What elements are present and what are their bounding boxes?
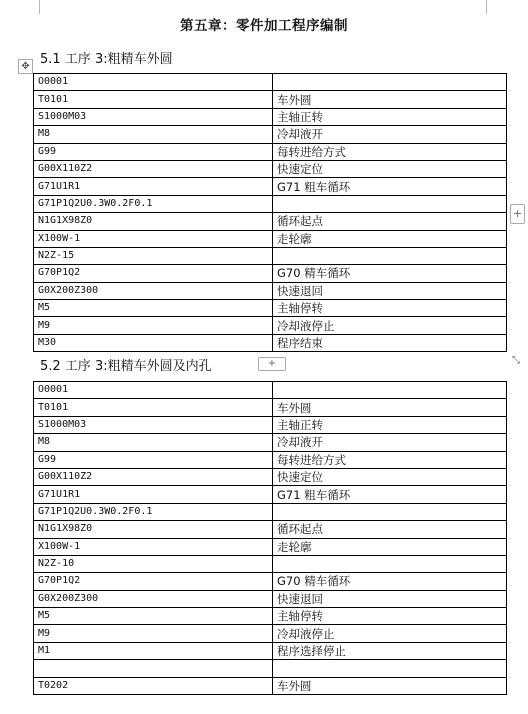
description-cell[interactable]: 主轴正转 [273,416,507,433]
table-row [34,660,507,677]
gcode-cell[interactable]: G00X110Z2 [34,160,273,177]
table-row [34,677,507,694]
description-cell[interactable]: 冷却液开 [273,126,507,143]
chapter-title: 第五章：零件加工程序编制 [180,18,348,34]
table-row [34,178,507,195]
gcode-cell[interactable]: G00X110Z2 [34,468,273,485]
page-corner-mark-left [38,0,40,14]
description-cell[interactable] [273,503,507,520]
description-cell[interactable]: G70 精车循环 [273,573,507,590]
gcode-cell[interactable]: T0202 [34,677,273,694]
description-cell[interactable]: 车外圆 [273,91,507,108]
table-row [34,451,507,468]
table-row [34,160,507,177]
description-cell[interactable]: G71 粗车循环 [273,178,507,195]
description-cell[interactable]: 循环起点 [273,213,507,230]
table-row [34,642,507,659]
gcode-cell[interactable]: N2Z-15 [34,247,273,264]
gcode-cell[interactable]: O0001 [34,382,273,399]
description-cell[interactable]: 程序结束 [273,334,507,351]
description-cell[interactable] [273,195,507,212]
gcode-cell[interactable]: G70P1Q2 [34,265,273,282]
add-column-button[interactable] [510,204,525,224]
program-table-2 [33,381,507,695]
gcode-cell[interactable]: G0X200Z300 [34,282,273,299]
table-move-handle[interactable] [18,59,33,74]
table-row [34,74,507,91]
table-row [34,143,507,160]
gcode-cell[interactable]: S1000M03 [34,416,273,433]
gcode-cell[interactable]: M9 [34,625,273,642]
section-heading-2: 5.2 工序 3:粗精车外圆及内孔 [40,359,212,374]
description-cell[interactable]: 快速定位 [273,160,507,177]
table-row [34,521,507,538]
resize-diagonal-icon: ⤡ [512,355,520,366]
description-cell[interactable] [273,382,507,399]
gcode-cell[interactable]: M5 [34,608,273,625]
table-row [34,503,507,520]
gcode-cell[interactable]: N1G1X98Z0 [34,521,273,538]
table-row [34,265,507,282]
add-row-button[interactable] [258,357,286,371]
description-cell[interactable]: 走轮廓 [273,230,507,247]
gcode-cell[interactable]: M8 [34,434,273,451]
gcode-cell[interactable]: G71P1Q2U0.3W0.2F0.1 [34,503,273,520]
gcode-cell[interactable]: G71U1R1 [34,178,273,195]
page-corner-mark-right [486,0,488,14]
description-cell[interactable]: 快速定位 [273,468,507,485]
gcode-cell[interactable]: S1000M03 [34,108,273,125]
move-arrows-icon: ✥ [21,61,30,72]
table-row [34,126,507,143]
table-row [34,608,507,625]
table-row [34,590,507,607]
description-cell[interactable]: 快速退回 [273,590,507,607]
gcode-cell[interactable]: M5 [34,300,273,317]
gcode-cell[interactable]: O0001 [34,74,273,91]
section-heading-1: 5.1 工序 3:粗精车外圆 [40,52,173,67]
gcode-cell[interactable]: M9 [34,317,273,334]
description-cell[interactable]: 主轴停转 [273,608,507,625]
gcode-cell[interactable]: T0101 [34,399,273,416]
description-cell[interactable]: 程序选择停止 [273,642,507,659]
description-cell[interactable]: G70 精车循环 [273,265,507,282]
gcode-cell[interactable]: T0101 [34,91,273,108]
table-row [34,108,507,125]
description-cell[interactable]: 车外圆 [273,399,507,416]
gcode-cell[interactable]: X100W-1 [34,230,273,247]
description-cell[interactable]: 每转进给方式 [273,451,507,468]
table-row [34,486,507,503]
table-row [34,247,507,264]
gcode-cell[interactable]: G70P1Q2 [34,573,273,590]
program-table-1 [33,73,507,352]
description-cell[interactable]: 每转进给方式 [273,143,507,160]
plus-icon: + [512,207,523,220]
table-row [34,399,507,416]
gcode-cell[interactable]: G71U1R1 [34,486,273,503]
description-cell[interactable]: 快速退回 [273,282,507,299]
table-row [34,382,507,399]
gcode-cell[interactable] [34,660,273,677]
table-row [34,213,507,230]
table-row [34,416,507,433]
gcode-cell[interactable]: N2Z-10 [34,555,273,572]
plus-icon: + [267,358,277,369]
table-row [34,230,507,247]
description-cell[interactable]: 车外圆 [273,677,507,694]
table-row [34,195,507,212]
table-row [34,625,507,642]
table-row [34,317,507,334]
gcode-cell[interactable]: X100W-1 [34,538,273,555]
table-row [34,334,507,351]
description-cell[interactable] [273,74,507,91]
table-row [34,538,507,555]
description-cell[interactable]: 循环起点 [273,521,507,538]
description-cell[interactable]: 走轮廓 [273,538,507,555]
description-cell[interactable]: G71 粗车循环 [273,486,507,503]
description-cell[interactable] [273,555,507,572]
description-cell[interactable] [273,660,507,677]
gcode-cell[interactable]: G99 [34,451,273,468]
description-cell[interactable]: 冷却液停止 [273,317,507,334]
table-row [34,468,507,485]
description-cell[interactable]: 主轴停转 [273,300,507,317]
gcode-cell[interactable]: M1 [34,642,273,659]
description-cell[interactable] [273,247,507,264]
gcode-cell[interactable]: G71P1Q2U0.3W0.2F0.1 [34,195,273,212]
table-row [34,91,507,108]
table-row [34,555,507,572]
description-cell[interactable]: 主轴正转 [273,108,507,125]
description-cell[interactable]: 冷却液停止 [273,625,507,642]
table-row [34,573,507,590]
gcode-cell[interactable]: N1G1X98Z0 [34,213,273,230]
gcode-cell[interactable]: M8 [34,126,273,143]
table-row [34,300,507,317]
table-resize-handle[interactable] [510,355,522,367]
gcode-cell[interactable]: M30 [34,334,273,351]
description-cell[interactable]: 冷却液开 [273,434,507,451]
gcode-cell[interactable]: G0X200Z300 [34,590,273,607]
table-row [34,434,507,451]
gcode-cell[interactable]: G99 [34,143,273,160]
table-row [34,282,507,299]
